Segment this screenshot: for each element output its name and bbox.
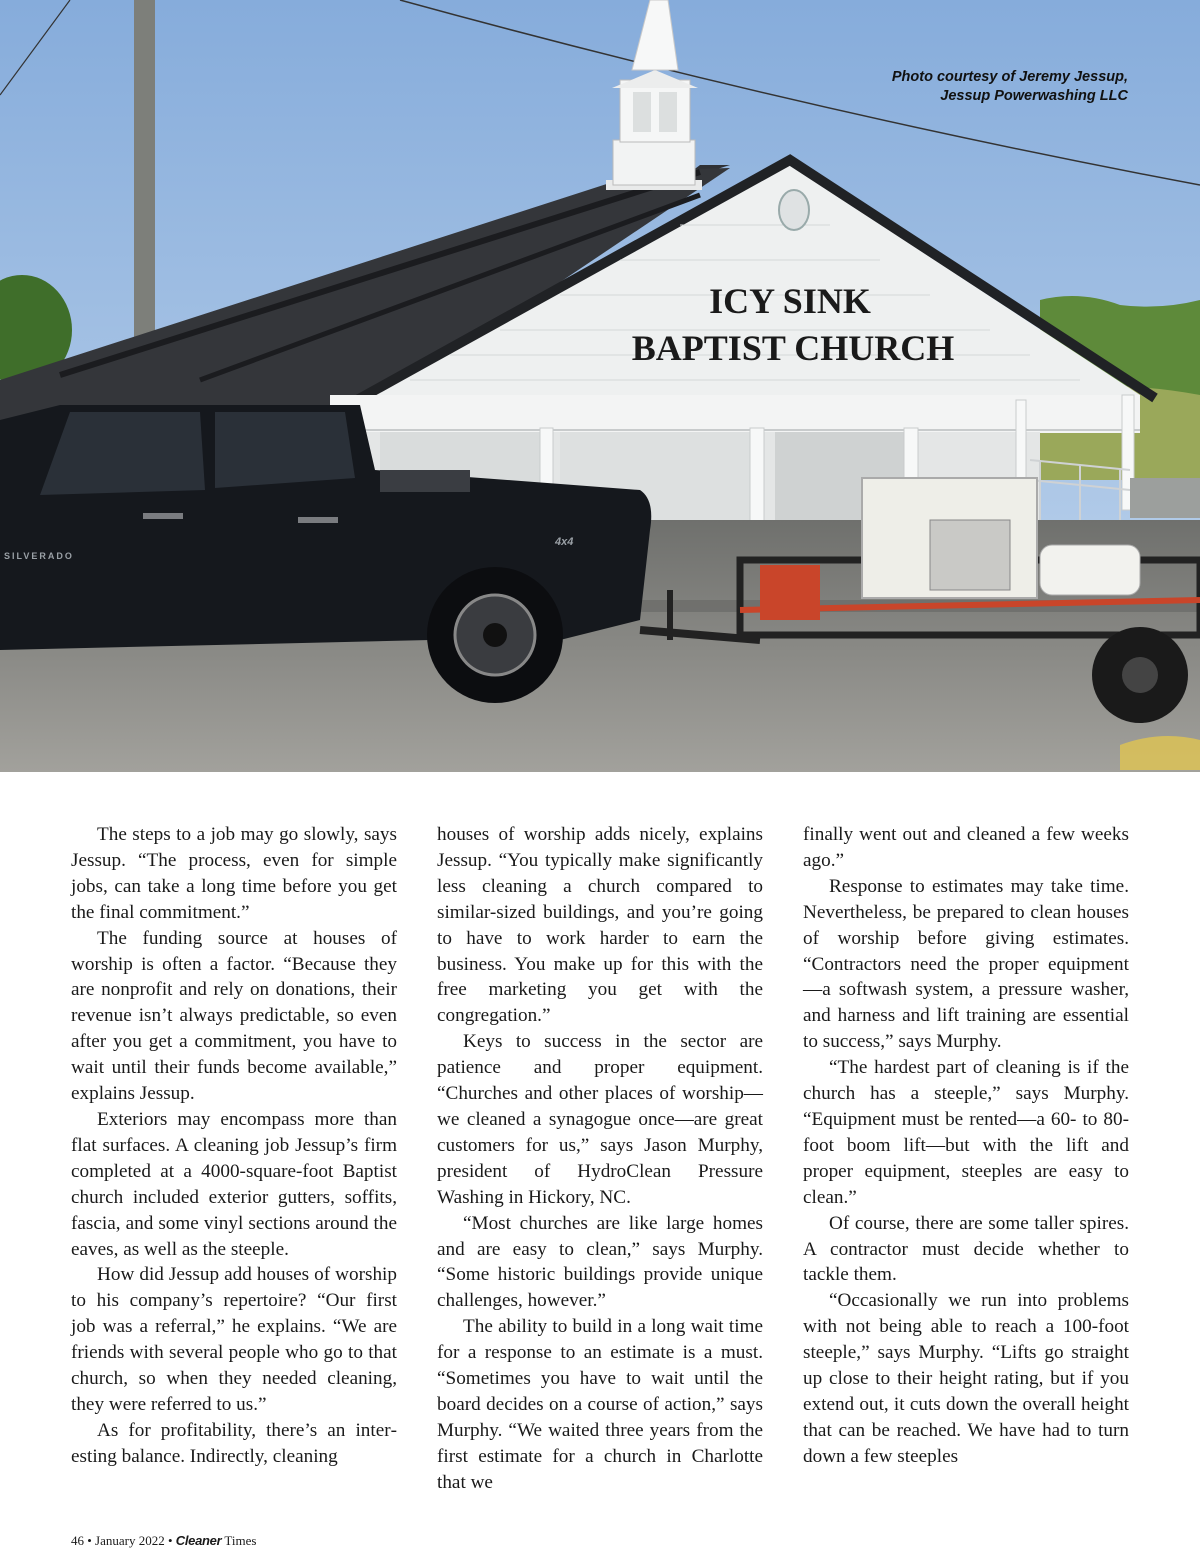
paragraph: As for profitability, there’s an interesting balance. Indirectly, cleaning [71,1419,397,1467]
paragraph: “Most churches are like large homes and are easy to clean,” says Murphy. “Some historic buildings provide unique challenges, however.” [437,1212,763,1312]
paragraph: The steps to a job may go slowly, says Jessup. “The process, even for simple jobs, can take a long time before you get the final commitment.” [71,824,397,923]
page-footer [71,1533,256,1549]
article-column-3 [803,822,1129,1470]
article-column-2 [437,822,763,1496]
truck-emblem: 4x4 [555,536,574,548]
article-column-1 [71,822,397,1470]
church-sign-line2: BAPTIST CHURCH [631,328,955,368]
paragraph: How did Jessup add houses of worship to his company’s repertoire? “Our first job was a referral,” he explains. “We are friends with several people who go to that church, so when they needed cleaning, they were referred to us.” [71,1264,397,1415]
magazine-name-part2: Times [221,1533,257,1548]
page-info: 46 • January 2022 • [71,1533,176,1548]
magazine-name-part1: Cleaner [175,1533,222,1548]
paragraph: finally went out and cleaned a few weeks ago.” [803,824,1129,871]
church-sign-line1: ICY SINK [709,281,871,321]
paragraph: “The hardest part of cleaning is if the church has a steeple,” says Murphy. “Equipment must be rented—a 60- to 80-foot boom lift—but with the lift and proper equipment, steeples are easy to clean.” [803,1057,1129,1208]
church-photo [0,0,1200,772]
paragraph: Of course, there are some taller spires. A contractor must decide whether to tackle them. [803,1212,1129,1286]
paragraph: houses of worship adds nicely, explains Jessup. “You typically make significantly less cleaning a church compared to similar-sized buildings, and you’re going to have to work harder to earn the business. You make up for this with the free marketing you get with the congregation.” [437,824,763,1027]
gable-vent [779,190,809,230]
paragraph: “Occasionally we run into problems with not being able to reach a 100-foot steeple,” says Murphy. “Lifts go straight up close to their height rating, but if you extend out, it cuts down the overall height that can be reached. We have had to turn down a few steeples [803,1290,1129,1467]
truck-badge: SILVERADO [4,551,74,561]
paragraph: The funding source at houses of worship is often a factor. “Because they are nonprofit and rely on donations, their revenue isn’t always predictable, so even after you get a commitment, you have to wait until their funds become available,” explains Jessup. [71,927,397,1105]
paragraph: The ability to build in a long wait time for a response to an estimate is a must. “Sometimes you have to wait until the board decides on a course of action,” says Murphy. “We waited three years from the first estimate for a church in Charlotte that we [437,1316,763,1493]
paragraph: Response to estimates may take time. Nevertheless, be prepared to clean houses of worship before giving estimates. “Contractors need the proper equipment—a softwash system, a pressure washer, and harness and lift training are essential to success,” says Murphy. [803,875,1129,1053]
photo-credit-line2: Jessup Powerwashing LLC [940,88,1128,104]
photo-credit-line1: Photo courtesy of Jeremy Jessup, [891,69,1128,85]
photo-credit [892,68,1128,106]
paragraph: Keys to success in the sector are patience and proper equipment. “Churches and other places of worship—we cleaned a synagogue once—are great customers for us,” says Jason Murphy, president of HydroClean Pressure Washing in Hickory, NC. [437,1031,763,1208]
paragraph: Exteriors may encompass more than flat surfaces. A cleaning job Jessup’s firm completed at a 4000-square-foot Baptist church included exterior gutters, soffits, fascia, and some vinyl sections around the eaves, as well as the steeple. [71,1108,397,1260]
